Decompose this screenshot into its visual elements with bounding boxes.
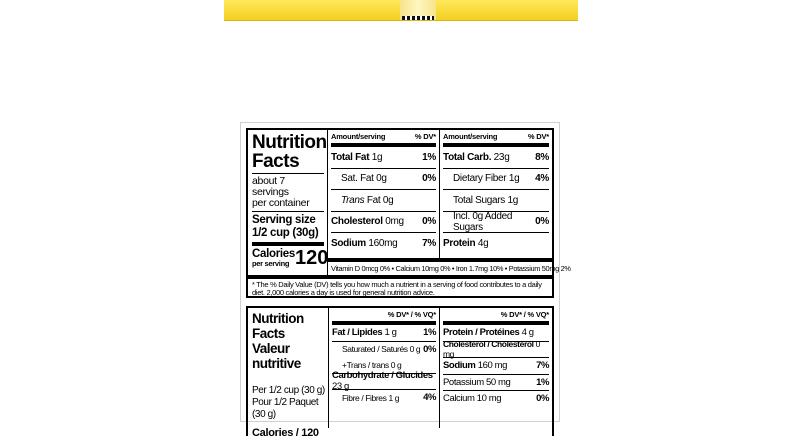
calories-label: Calories (252, 248, 295, 260)
amount-serving-heading: Amount/serving (443, 132, 498, 141)
dv-heading: % DV* (414, 132, 436, 141)
serving-info (248, 130, 328, 275)
serving-size-value: 1/2 cup (30g) (252, 227, 319, 239)
bilingual-row-potassium: Potassium 50 mg 1% (443, 375, 549, 392)
bilingual-row-carbohydrate: Carbohydrate / Glucides 23 g (332, 374, 436, 391)
package-tear-notch (400, 0, 436, 20)
nutrient-row-sat-fat: Sat. Fat 0g 0% (331, 169, 436, 191)
bilingual-row-protein: Protein / Protéines 4 g (443, 325, 549, 342)
calories-value: 120 (294, 247, 329, 269)
bilingual-column-right (440, 308, 552, 428)
nutrition-title-line1: Nutrition (252, 132, 327, 153)
nutrient-row-protein: Protein 4g (443, 237, 489, 249)
nutrition-facts-panel-en (246, 128, 571, 298)
calories-sub-label: per serving (252, 259, 290, 268)
nutrition-title-line2: Facts (252, 151, 300, 172)
nutrient-row-dietary-fiber: Dietary Fiber 1g 4% (443, 169, 549, 191)
bilingual-title-fr: Valeur nutritive (252, 341, 301, 371)
column-header (331, 132, 436, 147)
nutrient-row-total-sugars: Total Sugars 1g (443, 190, 549, 212)
bilingual-row-cholesterol: Cholesterol / Cholestérol 0 mg (443, 342, 549, 359)
nutrient-column-left (328, 130, 440, 258)
column-header (443, 132, 549, 147)
daily-value-footnote: * The % Daily Value (DV) tells you how much a nutrient in a serving of food contributes to a daily diet. 2,000 calories a day is used for general nutrition advice. (248, 275, 552, 296)
bilingual-row-calcium: Calcium 10 mg 0% (443, 393, 549, 405)
servings-per-container-line1: about 7 servings (252, 175, 289, 198)
nutrient-row-added-sugars: Incl. 0g Added Sugars 0% (443, 212, 549, 234)
amount-serving-heading: Amount/serving (331, 132, 386, 141)
nutrient-column-right (440, 130, 552, 258)
bilingual-row-fat: Fat / Lipides 1 g 1% (332, 325, 436, 342)
calories-row (252, 247, 329, 269)
servings-per-container-line2: per container (252, 197, 310, 209)
bilingual-row-fibre: Fibre / Fibres 1 g 4% (342, 392, 436, 404)
nutrient-row-sodium: Sodium 160mg 7% (331, 237, 436, 249)
nutrient-row-total-fat: Total Fat 1g 1% (331, 147, 436, 169)
bilingual-column-left (328, 308, 440, 428)
dv-heading: % DV* (527, 132, 549, 141)
bilingual-dv-heading: % DV* / % VQ* (332, 310, 436, 325)
nutrient-row-total-carb: Total Carb. 23g 8% (443, 147, 549, 169)
bilingual-serving-en: Per 1/2 cup (30 g) (252, 385, 325, 396)
nutrient-row-trans-fat: Trans Fat 0g (331, 190, 436, 212)
serving-size-label: Serving size (252, 214, 316, 226)
nutrition-facts-panel-bilingual (246, 306, 554, 439)
bilingual-row-sodium: Sodium 160 mg 7% (443, 358, 549, 375)
bilingual-dv-heading: % DV* / % VQ* (443, 310, 549, 325)
bilingual-calories: Calories / 120 (252, 427, 319, 439)
bilingual-serving-fr: Pour 1/2 Paquet (30 g) (252, 397, 319, 420)
bilingual-title-en: Nutrition Facts (252, 311, 304, 341)
bilingual-serving-info (248, 308, 328, 439)
vitamins-minerals-row: Vitamin D 0mcg 0% • Calcium 10mg 0% • Iron 1.7mg 10% • Potassium 50mg 2% (328, 258, 552, 275)
nutrient-row-cholesterol: Cholesterol 0mg 0% (331, 212, 436, 234)
bilingual-row-saturated: Saturated / Saturés 0 g 0% (342, 343, 436, 355)
nutrition-label (240, 122, 571, 439)
bilingual-row-trans: +Trans / trans 0 g (332, 357, 436, 374)
